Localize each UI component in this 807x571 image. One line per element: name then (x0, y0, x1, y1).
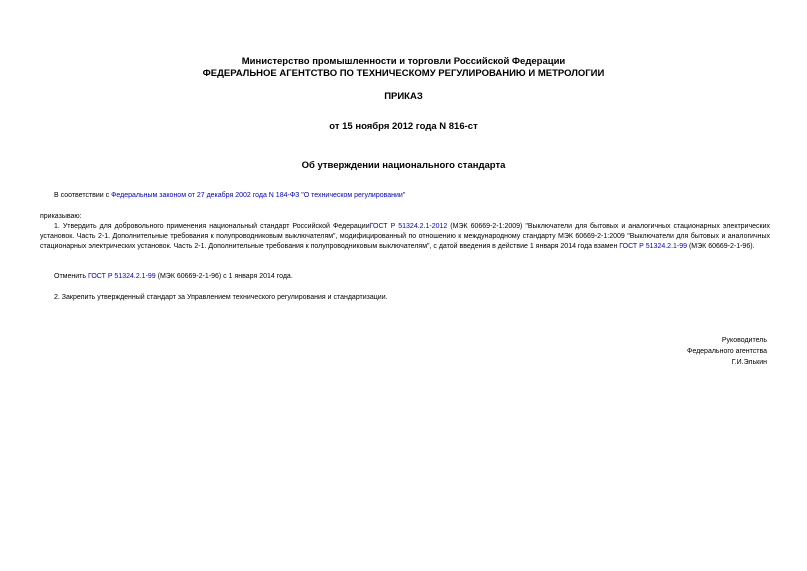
order-date: от 15 ноября 2012 года N 816-ст (329, 121, 478, 132)
cancel-gost-link[interactable]: ГОСТ Р 51324.2.1-99 (87, 273, 156, 280)
preamble-paragraph (54, 191, 774, 201)
cancel-text-suffix: (МЭК 60669-2-1-96) с 1 января 2014 года. (155, 273, 293, 280)
order-verb: приказываю: (40, 213, 82, 220)
order-title: ПРИКАЗ (384, 91, 423, 102)
cancel-paragraph (54, 272, 774, 282)
item1-text-suffix: (МЭК 60669-2-1-96). (687, 243, 755, 250)
item1-text-middle: (МЭК 60669-2-1:2009) "Выключатели для бытовых и аналогичных стационарных электрических установок. Часть 2-1. Дополнительные требования к полупроводниковым выключателям", модифицированный по отношению к международному стандарту МЭК 60669-2-1:2009 "Выключатели для бытовых и аналогичных стационарных электрических установок. Часть 2-1. Дополнительные требования к полупроводниковым выключателям", с датой введения в действие 1 января 2014 года взамен (40, 223, 770, 250)
cancel-text-prefix: Отменить (54, 273, 88, 280)
order-item-1 (40, 222, 770, 252)
document-title: Об утверждении национального стандарта (301, 160, 506, 171)
signature-name: Г.И.Элькин (731, 359, 767, 366)
federal-law-link[interactable]: Федеральным законом от 27 декабря 2002 года N 184-ФЗ "О техническом регулировании" (111, 192, 406, 199)
gost-2012-link[interactable]: ГОСТ Р 51324.2.1-2012 (369, 223, 448, 230)
signature-block (687, 335, 767, 368)
gost-99-link[interactable]: ГОСТ Р 51324.2.1-99 (619, 243, 688, 250)
signature-agency: Федерального агентства (687, 348, 767, 355)
agency-name: ФЕДЕРАЛЬНОЕ АГЕНТСТВО ПО ТЕХНИЧЕСКОМУ РЕГУЛИРОВАНИЮ И МЕТРОЛОГИИ (202, 68, 605, 79)
preamble-text: В соответствии с (54, 192, 112, 199)
order-item-2: 2. Закрепить утвержденный стандарт за Управлением технического регулирования и стандартизации. (54, 294, 388, 301)
item1-text-prefix: 1. Утвердить для добровольного применения национальный стандарт Российской Федерации (54, 223, 370, 230)
signature-position: Руководитель (721, 337, 767, 344)
ministry-name: Министерство промышленности и торговли Российской Федерации (241, 56, 566, 67)
